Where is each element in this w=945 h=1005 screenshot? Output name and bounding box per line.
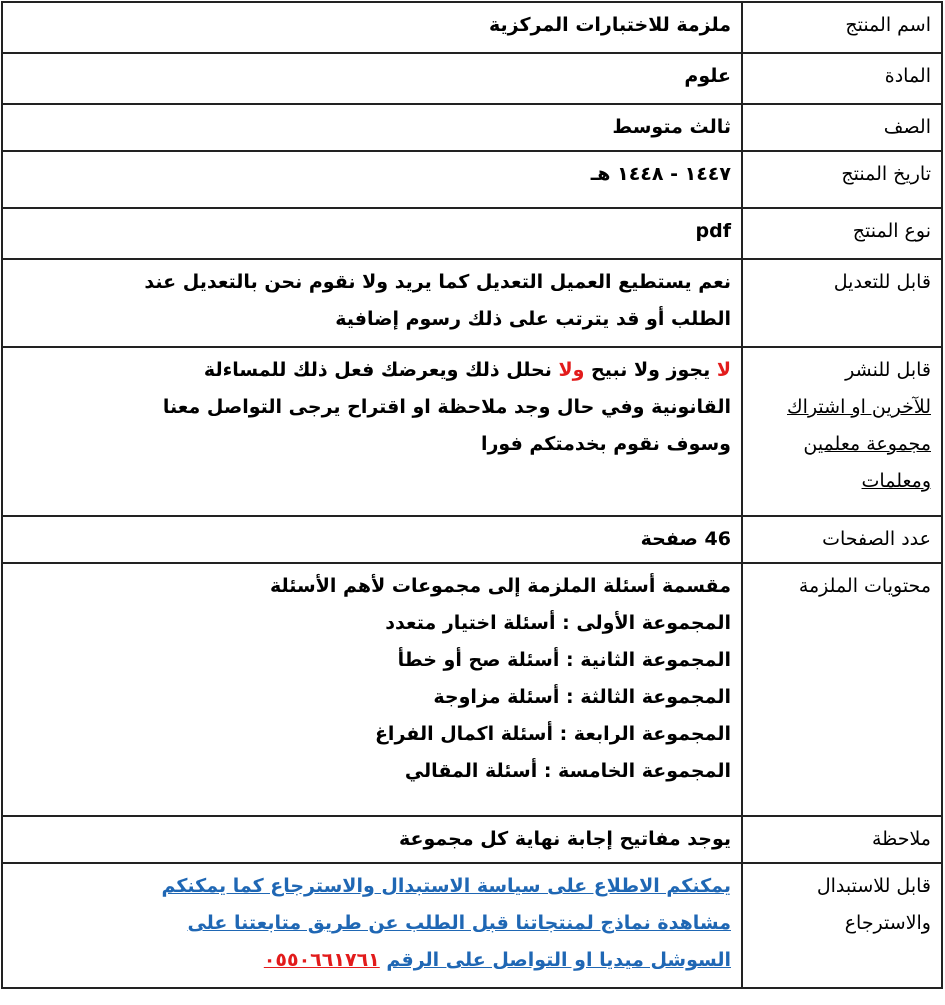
label-note: ملاحظة	[742, 816, 942, 863]
label-subject: المادة	[742, 53, 942, 104]
exchange-label-line-1: قابل للاستبدال	[816, 875, 931, 897]
label-share	[742, 347, 942, 516]
value-note: يوجد مفاتيح إجابة نهاية كل مجموعة	[2, 816, 742, 863]
label-product-name: اسم المنتج	[742, 2, 942, 53]
value-type-text: pdf	[695, 220, 731, 242]
share-line-2: القانونية وفي حال وجد ملاحظة او اقتراح يرجى التواصل معنا	[162, 396, 731, 418]
row-note	[2, 816, 942, 863]
pages-unit: صفحة	[640, 528, 698, 550]
share-label-line-2: للآخرين او اشتراك	[787, 396, 931, 418]
exchange-label-line-2: والاسترجاع	[844, 912, 931, 934]
label-exchange	[742, 863, 942, 988]
contents-intro: مقسمة أسئلة الملزمة إلى مجموعات لأهم الأسئلة	[270, 575, 731, 597]
share-line-3: وسوف نقوم بخدمتكم فورا	[480, 433, 731, 455]
value-product-name: ملزمة للاختبارات المركزية	[2, 2, 742, 53]
value-contents	[2, 563, 742, 816]
share-line-1	[13, 352, 731, 389]
editable-line-2: الطلب أو قد يترتب على ذلك رسوم إضافية	[335, 308, 731, 330]
label-type: نوع المنتج	[742, 208, 942, 259]
row-editable	[2, 259, 942, 347]
row-exchange	[2, 863, 942, 988]
row-type	[2, 208, 942, 259]
value-type	[2, 208, 742, 259]
exchange-line-1[interactable]: يمكنكم الاطلاع على سياسة الاستبدال والاسترجاع كما يمكنكم	[161, 875, 731, 897]
row-date	[2, 151, 942, 208]
label-editable: قابل للتعديل	[742, 259, 942, 347]
row-share	[2, 347, 942, 516]
product-spec-document	[1, 1, 941, 999]
value-share	[2, 347, 742, 516]
exchange-line-2[interactable]: مشاهدة نماذج لمنتجاتنا قبل الطلب عن طريق متابعتنا على	[187, 912, 731, 934]
row-product-name	[2, 2, 942, 53]
contents-group-1: المجموعة الأولى : أسئلة اختيار متعدد	[385, 612, 731, 634]
editable-line-1: نعم يستطيع العميل التعديل كما يريد ولا نقوم نحن بالتعديل عند	[144, 271, 731, 293]
value-grade: ثالث متوسط	[2, 104, 742, 151]
product-spec-table	[1, 1, 943, 989]
label-date: تاريخ المنتج	[742, 151, 942, 208]
value-exchange	[2, 863, 742, 988]
row-contents	[2, 563, 942, 816]
value-pages	[2, 516, 742, 563]
share-no-2: ولا	[558, 359, 585, 381]
row-grade	[2, 104, 942, 151]
contents-group-5: المجموعة الخامسة : أسئلة المقالي	[404, 760, 731, 782]
phone-number[interactable]: ٠٥٥٠٦٦١٧٦١	[263, 949, 380, 971]
exchange-line-3	[13, 942, 731, 979]
contents-group-4: المجموعة الرابعة : أسئلة اكمال الفراغ	[374, 723, 731, 745]
share-part-1: يجوز ولا نبيح	[584, 359, 717, 381]
contents-group-2: المجموعة الثانية : أسئلة صح أو خطأ	[397, 649, 731, 671]
share-label-line-1: قابل للنشر	[845, 359, 931, 381]
label-pages: عدد الصفحات	[742, 516, 942, 563]
value-date: ١٤٤٧ - ١٤٤٨ هـ	[2, 151, 742, 208]
share-label-line-4: ومعلمات	[861, 470, 931, 492]
value-editable	[2, 259, 742, 347]
value-subject: علوم	[2, 53, 742, 104]
share-part-2: نحلل ذلك ويعرضك فعل ذلك للمساءلة	[203, 359, 559, 381]
row-pages	[2, 516, 942, 563]
exchange-line-3-text[interactable]: السوشل ميديا او التواصل على الرقم	[386, 949, 731, 971]
pages-number: 46	[704, 528, 731, 550]
label-grade: الصف	[742, 104, 942, 151]
contents-group-3: المجموعة الثالثة : أسئلة مزاوجة	[433, 686, 731, 708]
label-contents: محتويات الملزمة	[742, 563, 942, 816]
share-label-line-3: مجموعة معلمين	[803, 433, 931, 455]
row-subject	[2, 53, 942, 104]
share-no-1: لا	[716, 359, 731, 381]
